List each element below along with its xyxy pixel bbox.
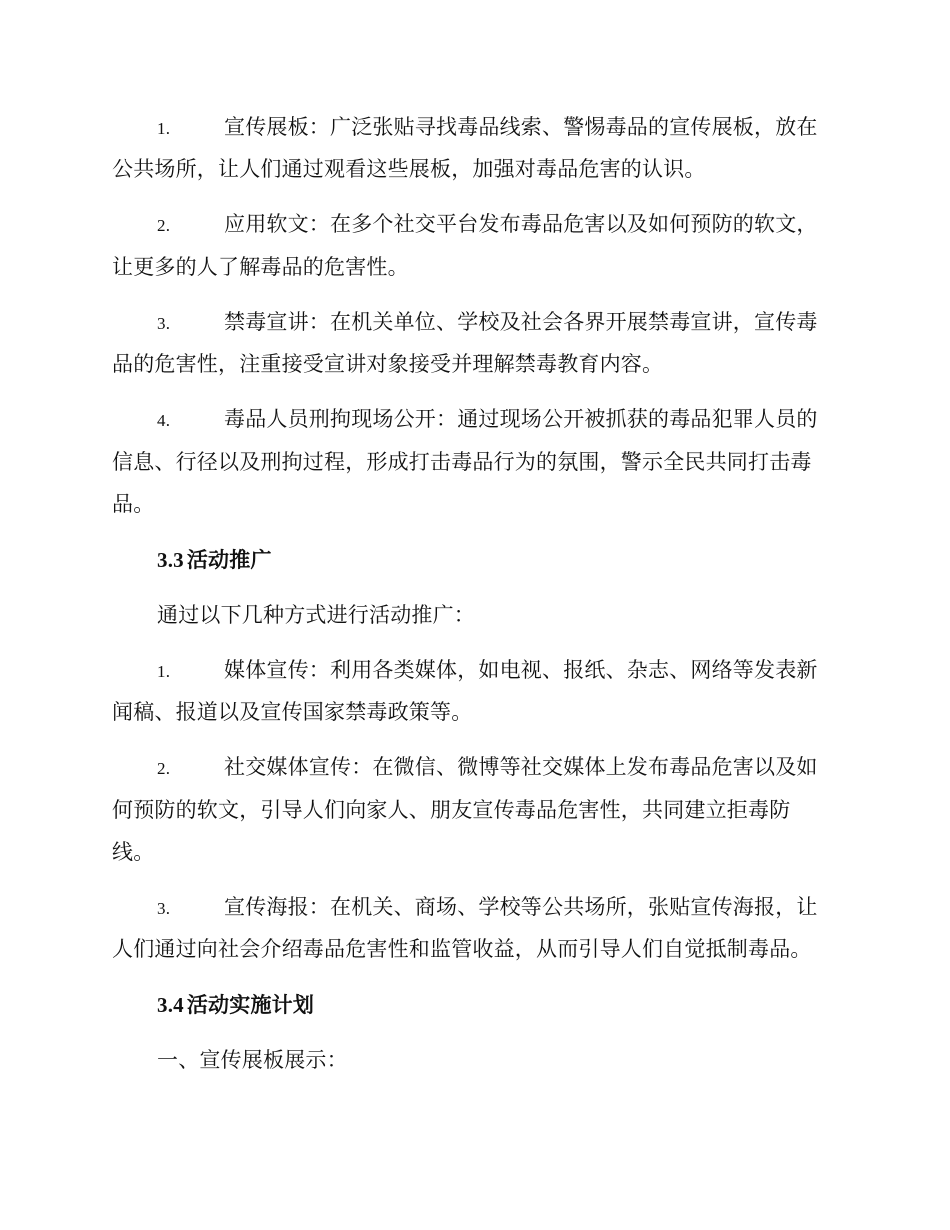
list-item-text: 毒品人员刑拘现场公开：通过现场公开被抓获的毒品犯罪人员的 — [224, 407, 818, 431]
section-title: 活动实施计划 — [186, 992, 315, 1017]
list-item — [157, 892, 818, 922]
list-item-number: 3. — [157, 899, 171, 918]
list-item-continuation: 信息、行径以及刑拘过程，形成打击毒品行为的氛围，警示全民共同打击毒 — [112, 450, 812, 474]
list-item-number: 1. — [157, 119, 171, 138]
list-item-text: 宣传海报：在机关、商场、学校等公共场所，张贴宣传海报，让 — [224, 895, 818, 919]
list-item-number: 2. — [157, 759, 171, 778]
list-item-continuation: 品。 — [112, 492, 155, 516]
paragraph: 通过以下几种方式进行活动推广： — [157, 603, 475, 627]
list-item — [157, 307, 818, 337]
list-item — [157, 209, 818, 239]
list-item-number: 4. — [157, 411, 171, 430]
section-title: 活动推广 — [186, 547, 272, 572]
list-item — [157, 112, 818, 142]
list-item-text: 宣传展板：广泛张贴寻找毒品线索、警惕毒品的宣传展板，放在 — [224, 115, 818, 139]
list-item-text: 社交媒体宣传：在微信、微博等社交媒体上发布毒品危害以及如 — [224, 755, 818, 779]
section-number: 3.3 — [157, 548, 184, 572]
list-item-continuation: 何预防的软文，引导人们向家人、朋友宣传毒品危害性，共同建立拒毒防 — [112, 798, 791, 822]
section-number: 3.4 — [157, 993, 184, 1017]
list-item-number: 2. — [157, 216, 171, 235]
list-item-number: 3. — [157, 314, 171, 333]
list-item-continuation: 品的危害性，注重接受宣讲对象接受并理解禁毒教育内容。 — [112, 352, 664, 376]
list-item-continuation: 人们通过向社会介绍毒品危害性和监管收益，从而引导人们自觉抵制毒品。 — [112, 937, 812, 961]
list-item-number: 1. — [157, 662, 171, 681]
list-item-continuation: 线。 — [112, 840, 155, 864]
paragraph: 一、宣传展板展示： — [157, 1048, 348, 1072]
list-item — [157, 655, 818, 685]
list-item-continuation: 让更多的人了解毒品的危害性。 — [112, 255, 409, 279]
list-item-continuation: 公共场所，让人们通过观看这些展板，加强对毒品危害的认识。 — [112, 157, 706, 181]
list-item-continuation: 闻稿、报道以及宣传国家禁毒政策等。 — [112, 700, 473, 724]
section-heading — [157, 545, 272, 575]
list-item — [157, 752, 818, 782]
list-item — [157, 404, 818, 434]
list-item-text: 媒体宣传：利用各类媒体，如电视、报纸、杂志、网络等发表新 — [224, 658, 818, 682]
section-heading — [157, 990, 314, 1020]
list-item-text: 禁毒宣讲：在机关单位、学校及社会各界开展禁毒宣讲，宣传毒 — [224, 310, 818, 334]
list-item-text: 应用软文：在多个社交平台发布毒品危害以及如何预防的软文， — [224, 212, 818, 236]
